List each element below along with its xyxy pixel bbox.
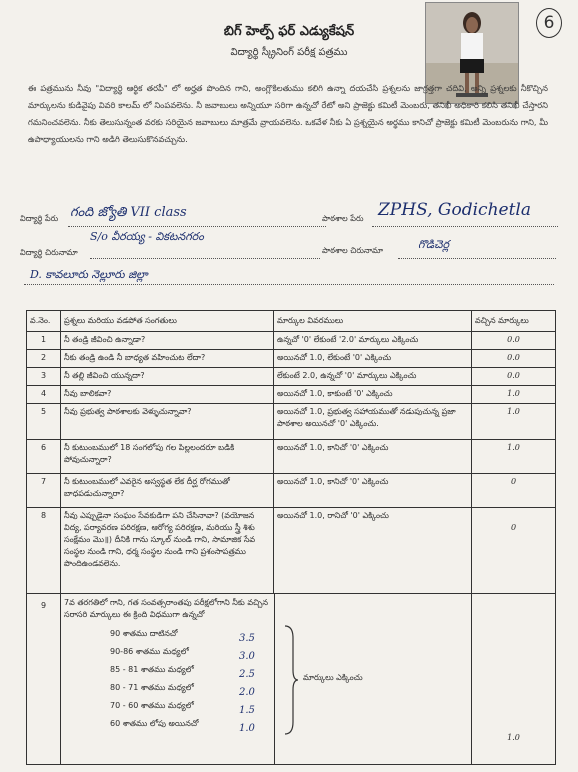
range-item: 60 శాతము లోపు అయినచో	[110, 719, 199, 728]
row-score[interactable]: 1.0	[472, 386, 556, 404]
student-address-line	[90, 258, 320, 259]
row-score[interactable]: 0	[472, 474, 556, 508]
point-value: 3.5	[239, 633, 255, 644]
page-number: 6	[536, 8, 562, 38]
header-serial: వ.నెం.	[27, 311, 61, 332]
table-row	[27, 508, 556, 594]
row-score[interactable]: 0.0	[472, 368, 556, 386]
table-row	[27, 368, 556, 386]
point-value: 3.0	[239, 651, 255, 662]
row-number: 4	[27, 386, 61, 404]
range-item: 90 శాతము దాటినచో	[110, 629, 178, 638]
form-subtitle: విద్యార్థి స్క్రీనింగ్ పరీక్ష పత్రము	[230, 47, 348, 58]
range-item: 80 - 71 శాతము మధ్యలో	[110, 683, 194, 692]
row-question: నీవు బాలికవా?	[61, 386, 274, 404]
row-number: 1	[27, 332, 61, 350]
point-value: 1.5	[239, 705, 255, 716]
range-item: 70 - 60 శాతము మధ్యలో	[110, 701, 194, 710]
row-score[interactable]: 0.0	[472, 332, 556, 350]
row-number: 6	[27, 440, 61, 474]
row-marks-details: అయినచో 1.0, కానిచో '0' ఎక్కించు	[274, 474, 472, 508]
form-title: బిగ్ హెల్ప్ ఫర్ ఎడ్యుకేషన్	[223, 24, 355, 39]
row-marks-details: లేకుంటే 2.0, ఉన్నచో '0' మార్కులు ఎక్కించు	[274, 368, 472, 386]
row-score[interactable]: 0.0	[472, 350, 556, 368]
point-value: 2.0	[239, 687, 255, 698]
student-name-line	[68, 226, 326, 227]
student-address-line2-line	[24, 284, 554, 285]
row-question: నీ కుటుంబములో 18 సంగలోపు గల పిల్లలందరూ బడికి పోవుచున్నారా?	[61, 440, 274, 474]
table-row	[27, 332, 556, 350]
student-name-label: విద్యార్థి పేరు	[20, 214, 59, 223]
row-number: 2	[27, 350, 61, 368]
table-header-row	[27, 311, 556, 332]
header-question: ప్రశ్నలు మరియు వడపోత సంగతులు	[61, 311, 274, 332]
table-row	[27, 404, 556, 440]
row-score[interactable]: 1.0	[472, 594, 556, 765]
row-score[interactable]: 1.0	[472, 440, 556, 474]
row-question: నీ కుటుంబములో ఎవరైన అస్వస్థత లేక దీర్ఘ రోగముతో బాధపడుచున్నారా?	[61, 474, 274, 508]
school-address-value[interactable]: గొడిచెర్ల	[418, 238, 450, 251]
row-score[interactable]: 0	[472, 508, 556, 594]
row-marks-details: అయినచో 1.0, కాకుంటే '0' ఎక్కించు	[274, 386, 472, 404]
point-value: 2.5	[239, 669, 255, 680]
school-name-label: పాఠశాల పేరు	[322, 214, 364, 223]
student-address-label: విద్యార్థి చిరునామా	[20, 248, 78, 257]
row-score[interactable]: 1.0	[472, 404, 556, 440]
row-question-9	[61, 594, 472, 765]
row-number: 9	[27, 594, 61, 765]
intro-paragraph: ఈ పత్రమును నీవు "విద్యార్థి ఆర్థిక తరపీ" లో అర్హత పొందిన గాని, అంగ్లొకిలతుము కలిగి ఉన్నా దయచేసి ప్రశ్నలను జాగ్రత్తగా చదివి, అన్ని ప్రశ్నలకు నీకొచ్చిన మార్కులను కుడివైపు వివరి కాలమ్ లో నింపవలెను. నీ జవాబులు అన్నియూ సరిగా ఉన్నచో రేటో అని ప్రాజెక్టు కమిటీ మెంబరు, తనిఖీ అధికారి కలిసి తనిఖీ చేస్తారని గమనించవలెను. నీకు తెలుసున్నంత వరకు సరియైన జవాబులు మాత్రమే వ్రాయవలెను. ఒకవేళ నీకు ఏ ప్రశ్నయైన అర్థము కానిచో ప్రాజెక్టు కమిటీ మెంబరును గాని, మీ ఉపాధ్యాయులను గాని అడిగి తెలుసుకొనవచ్చును.	[28, 83, 548, 144]
row-question: నీ తండ్రి జీవించి ఉన్నాడా?	[61, 332, 274, 350]
table-row	[27, 594, 556, 765]
row-number: 8	[27, 508, 61, 594]
row-number: 3	[27, 368, 61, 386]
range-item: 90-86 శాతము మధ్యలో	[110, 647, 189, 656]
student-name-value[interactable]: గంది జ్యోతి VII class	[70, 205, 187, 220]
table-row	[27, 386, 556, 404]
row-marks-details: మార్కులు ఎక్కించు	[303, 673, 363, 682]
student-address-line1[interactable]: S/o వీరయ్య - వికటనగరం	[90, 230, 204, 243]
point-value: 1.0	[239, 723, 255, 734]
table-row	[27, 440, 556, 474]
school-name-line	[372, 226, 558, 227]
row-number: 5	[27, 404, 61, 440]
student-address-line2[interactable]: D. కావలూరు నెల్లూరు జిల్లా	[30, 268, 148, 281]
row-marks-details: అయినచో 1.0, ప్రభుత్వ సహాయముతో నడుపుచున్న ప్రజా పాఠశాల అయినచో '0' ఎక్కించు.	[274, 404, 472, 440]
row-marks-details: ఉన్నచో '0' లేకుంటే '2.0' మార్కులు ఎక్కించు	[274, 332, 472, 350]
row-question: 7వ తరగతిలో గాని, గత సంవత్సరాంతపు పరీక్షలోగాని నీకు వచ్చిన సరాసరి మార్కులు ఈ క్రింది విధముగా ఉన్నచో	[64, 598, 268, 619]
row-question: నీ తల్లి జీవించి యున్నదా?	[61, 368, 274, 386]
header-marks-obtained: వచ్చిన మార్కులు	[472, 311, 556, 332]
row-marks-details: అయినచో 1.0, రానిచో '0' ఎక్కించు	[274, 508, 472, 594]
header-marks-details: మార్కుల వివరములు	[274, 311, 472, 332]
school-name-value[interactable]: ZPHS, Godichetla	[378, 200, 531, 220]
school-address-line	[398, 258, 556, 259]
row-question: నీవు ఎప్పుడైనా సంఘం సేవకుడిగా పని చేసినావా? (వయోజన విద్య, పర్యావరణ పరిరక్షణ, ఆరోగ్య పరిరక్షణ, మరియు స్త్రీ శిశు సంక్షేమం మొ॥) దీనికి గాను స్కూల్ నుండి గాని, సామాజిక సేవ సంస్థల నుండి గాని, ధర్మ సంస్థల నుండి గాని ప్రశంసాపత్రము పొందిఉండవలెను.	[61, 508, 274, 594]
screening-table	[26, 310, 556, 765]
row-question: నీవు ప్రభుత్వ పాఠశాలకు వెళ్ళుచున్నావా?	[61, 404, 274, 440]
row-question: నీకు తండ్రి ఉండి నీ బాధ్యత వహించుట లేదా?	[61, 350, 274, 368]
table-row	[27, 474, 556, 508]
brace-icon	[283, 624, 299, 736]
school-address-label: పాఠశాల చిరునామా	[322, 246, 383, 255]
table-row	[27, 350, 556, 368]
row-marks-details: అయినచో 1.0, కానిచో '0' ఎక్కించు	[274, 440, 472, 474]
range-item: 85 - 81 శాతము మధ్యలో	[110, 665, 194, 674]
row-marks-details: అయినచో 1.0, లేకుంటే '0' ఎక్కించు	[274, 350, 472, 368]
row-number: 7	[27, 474, 61, 508]
